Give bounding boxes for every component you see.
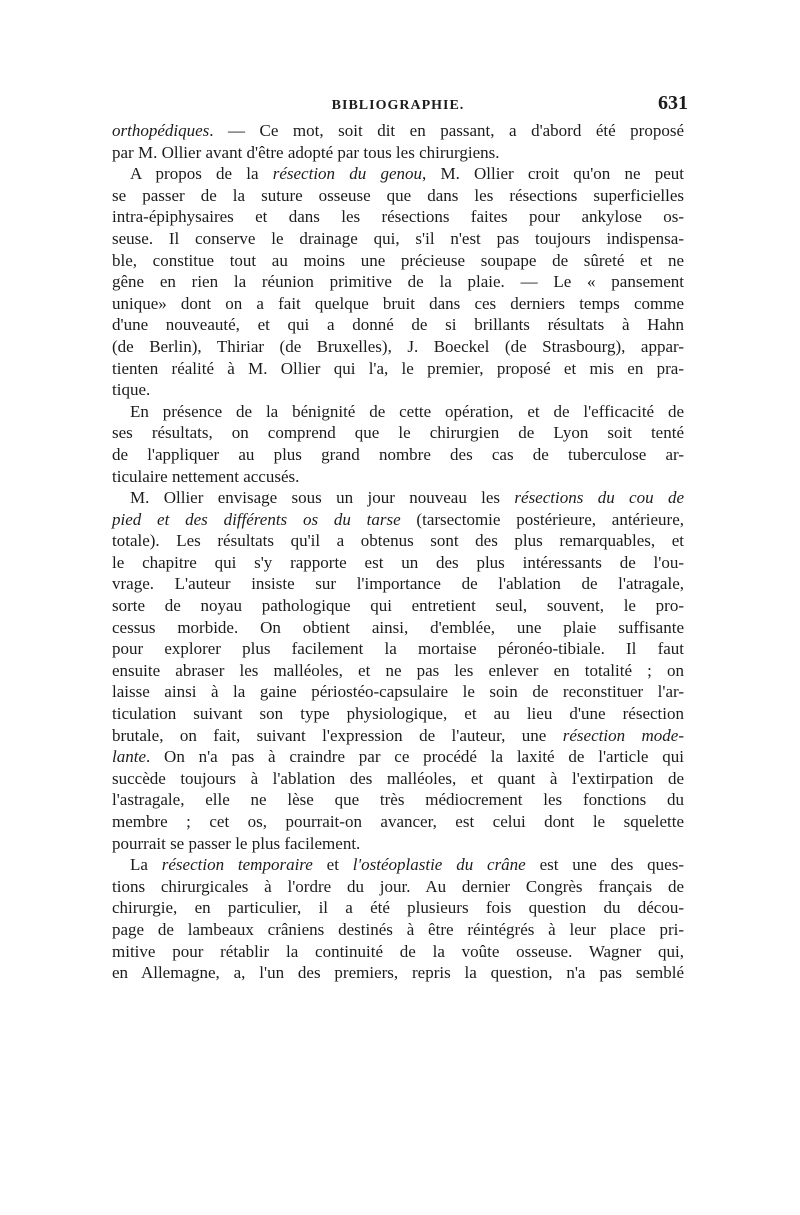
- text-line: [112, 897, 684, 919]
- text-segment: page de lambeaux crâniens destinés à être réintégrés à leur place pri-: [112, 919, 684, 939]
- running-title: BIBLIOGRAPHIE.: [331, 98, 465, 113]
- page-header: [112, 92, 688, 120]
- text-segment: sorte de noyau pathologique qui entretient seul, souvent, le pro-: [112, 596, 684, 616]
- text-segment: brutale, on fait, suivant l'expression de l'auteur, une: [112, 725, 563, 745]
- text-line: [112, 358, 684, 380]
- text-segment: se passer de la suture osseuse que dans les résections superficielles: [112, 185, 684, 205]
- text-segment: A propos de la: [130, 164, 273, 184]
- text-line: [112, 573, 684, 595]
- text-segment: laisse ainsi à la gaine périostéo-capsulaire le soin de reconstituer l'ar-: [112, 682, 684, 702]
- text-segment: En présence de la bénignité de cette opération, et de l'efficacité de: [130, 401, 684, 421]
- text-segment: ensuite abraser les malléoles, et ne pas les enlever en totalité ; on: [112, 660, 684, 680]
- text-line: [112, 617, 684, 639]
- text-line: [112, 919, 684, 941]
- text-segment: seuse. Il conserve le drainage qui, s'il n'est pas toujours indispensa-: [112, 228, 684, 248]
- italic-text: orthopédiques: [112, 121, 210, 140]
- text-line: [112, 250, 684, 272]
- text-line: [112, 314, 684, 336]
- text-segment: La: [130, 855, 162, 875]
- text-line: [112, 746, 684, 768]
- text-segment: et: [312, 855, 353, 875]
- text-segment: , M. Ollier croit qu'on ne peut: [422, 164, 684, 184]
- text-segment: est une des ques-: [525, 855, 684, 875]
- text-line: [112, 703, 684, 725]
- text-line: [112, 725, 684, 747]
- text-segment: (tarsectomie postérieure, antérieure,: [400, 509, 684, 529]
- text-segment: tique.: [112, 380, 151, 400]
- text-line: [112, 876, 684, 898]
- italic-text: lante: [112, 747, 146, 767]
- paragraph: [112, 120, 684, 163]
- italic-text: pied et des différents os du tarse: [112, 509, 401, 529]
- text-line: [112, 789, 684, 811]
- text-segment: cessus morbide. On obtient ainsi, d'emblée, une plaie suffisante: [112, 617, 684, 637]
- text-line: [112, 185, 684, 207]
- text-line: [112, 487, 684, 509]
- text-line: [112, 768, 684, 790]
- text-line: [112, 379, 684, 401]
- text-line: [112, 206, 684, 228]
- italic-text: résection temporaire: [161, 855, 313, 875]
- text-segment: membre ; cet os, pourrait-on avancer, est celui dont le squelette: [112, 812, 684, 831]
- text-line: [112, 466, 684, 488]
- text-line: [112, 833, 684, 855]
- text-segment: ble, constitue tout au moins une précieuse soupape de sûreté et ne: [112, 250, 684, 270]
- text-line: [112, 228, 684, 250]
- text-segment: succède toujours à l'ablation des malléoles, et quant à l'extirpation de: [112, 768, 684, 788]
- italic-text: l'ostéoplastie du crâne: [352, 855, 526, 875]
- text-line: [112, 595, 684, 617]
- text-line: [112, 530, 684, 552]
- text-line: [112, 422, 684, 444]
- text-segment: M. Ollier envisage sous un jour nouveau les: [130, 488, 515, 508]
- text-line: [112, 854, 684, 876]
- text-segment: par M. Ollier avant d'être adopté par tous les chirurgiens.: [112, 142, 500, 162]
- text-segment: de l'appliquer au plus grand nombre des cas de tuberculose ar-: [112, 444, 684, 464]
- text-segment: ses résultats, on comprend que le chirurgien de Lyon soit tenté: [112, 423, 684, 443]
- text-segment: . — Ce mot, soit dit en passant, a d'abord été proposé: [209, 121, 684, 140]
- text-line: [112, 811, 684, 833]
- text-line: [112, 638, 684, 660]
- text-segment: le chapitre qui s'y rapporte est un des plus intéressants de l'ou-: [112, 552, 684, 572]
- text-segment: pourrait se passer le plus facilement.: [112, 833, 361, 853]
- paragraph: [112, 487, 684, 854]
- text-segment: ticulaire nettement accusés.: [112, 466, 300, 486]
- paragraph: [112, 163, 684, 401]
- text-line: [112, 509, 684, 531]
- text-segment: unique» dont on a fait quelque bruit dans ces derniers temps comme: [112, 293, 684, 313]
- text-line: [112, 293, 684, 315]
- text-segment: d'une nouveauté, et qui a donné de si brillants résultats à Hahn: [112, 315, 684, 335]
- text-segment: (de Berlin), Thiriar (de Bruxelles), J. Boeckel (de Strasbourg), appar-: [112, 336, 684, 356]
- text-line: [112, 401, 684, 423]
- text-line: [112, 660, 684, 682]
- body-text: [112, 120, 684, 984]
- text-segment: tienten réalité à M. Ollier qui l'a, le premier, proposé et mis en pra-: [112, 358, 684, 378]
- text-line: [112, 142, 684, 164]
- text-segment: . On n'a pas à craindre par ce procédé la laxité de l'article qui: [146, 747, 684, 767]
- text-line: [112, 336, 684, 358]
- text-segment: tions chirurgicales à l'ordre du jour. Au dernier Congrès français de: [112, 876, 684, 896]
- text-line: [112, 163, 684, 185]
- text-line: [112, 120, 684, 142]
- text-line: [112, 681, 684, 703]
- text-line: [112, 444, 684, 466]
- text-segment: totale). Les résultats qu'il a obtenus sont des plus remarquables, et: [112, 531, 684, 551]
- text-segment: l'astragale, elle ne lèse que très médiocrement les fonctions du: [112, 790, 684, 810]
- text-segment: en Allemagne, a, l'un des premiers, repris la question, n'a pas semblé: [112, 963, 684, 983]
- italic-text: résection du genou: [272, 164, 422, 184]
- text-line: [112, 271, 684, 293]
- paragraph: [112, 401, 684, 487]
- text-segment: chirurgie, en particulier, il a été plusieurs fois question du décou-: [112, 898, 684, 918]
- text-segment: gêne en rien la réunion primitive de la plaie. — Le « pansement: [112, 272, 684, 292]
- text-segment: intra-épiphysaires et dans les résections faites pour ankylose os-: [112, 207, 684, 227]
- book-page: [112, 92, 688, 984]
- text-line: [112, 941, 684, 963]
- italic-text: résection mode-: [562, 725, 684, 745]
- paragraph: [112, 854, 684, 984]
- text-segment: pour explorer plus facilement la mortaise péronéo-tibiale. Il faut: [112, 639, 684, 659]
- text-segment: ticulation suivant son type physiologique, et au lieu d'une résection: [112, 704, 684, 724]
- italic-text: résections du cou de: [514, 488, 684, 508]
- page-number: 631: [658, 92, 688, 114]
- text-line: [112, 962, 684, 984]
- text-segment: vrage. L'auteur insiste sur l'importance de l'ablation de l'atragale,: [112, 574, 684, 594]
- text-segment: mitive pour rétablir la continuité de la voûte osseuse. Wagner qui,: [112, 941, 684, 961]
- text-line: [112, 552, 684, 574]
